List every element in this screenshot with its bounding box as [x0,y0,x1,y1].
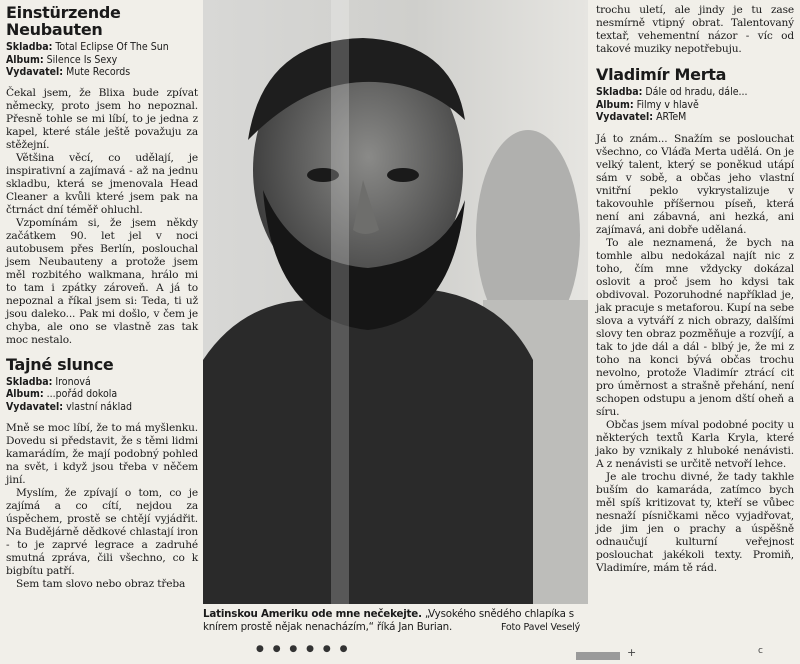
paragraph: Já to znám... Snažím se poslouchat všechno, co Vláďa Merta udělá. On je velký talent, který se poněkud utápí sám v sobě, a občas jeho vlastní vnitřní peklo vykrystalizuje v takovouhle příšernou píseň, která není ani zábavná, ani hezká, ani zajímavá, ani dobře udělaná. [596,132,794,236]
paragraph: Mně se moc líbí, že to má myšlenku. Dovedu si představit, že s těmi lidmi kamarádím, že mají podobný pohled na svět, i když jsou třeba v něčem jiní. [6,422,198,486]
paragraph: Je ale trochu divné, že tady takhle buším do kamaráda, zatímco bych měl spíš kritizovat ty, kteří se vůbec nesnaží písničkami něco vyjadřovat, jde jim jen o prachy a úspěšně odnaučují kulturní veřejnost poslouchat jakékoli texty. Promiň, Vladimíre, mám tě rád. [596,470,794,574]
paragraph: Sem tam slovo nebo obraz třeba [16,578,186,590]
continuation [596,4,794,56]
publisher-label: Vydavatel: [6,66,64,78]
song-value: Ironová [55,375,91,388]
publisher-value: vlastní náklad [66,400,132,413]
paragraph: Myslím, že zpívají o tom, co je zajímá a co cítí, nejdou za úspěchem, prostě se chtějí vyjádřit. Na Budějárně dědkové chlastají iron - to je zaprvé legrace a zadruhé smutná zpráva, čili všechno, co k bigbítu patří. [6,487,198,577]
album-label: Album: [6,53,44,66]
publisher-label: Vydavatel: [596,111,654,123]
caption-quote: „Vysokého snědého chlapíka s knírem prostě nějak nenacházím,“ říká Jan Burian. [203,608,574,633]
song-label: Skladba: [596,86,643,98]
review-title: Tajné slunce [6,354,114,374]
registration-plus: + [627,646,637,659]
corner-mark: c [758,646,763,656]
publisher-label: Vydavatel: [6,400,64,413]
album-label: Album: [6,388,44,400]
right-column [596,0,794,575]
photo-credit: Foto Pavel Veselý [500,622,580,633]
song-label: Skladba: [6,41,53,53]
paragraph: Vzpomínám si, že jsem někdy začátkem 90. let jel v noci autobusem přes Berlín, poslouchal jsem Neubauteny a protože jsem měl rozbitého walkmana, hrálo mi to tam i zpátky zároveň. A já to nepoznal a říkal jsem si: Teda, ti už jsou daleko... Pak mi došlo, v čem je chyba, ale ono se vlastně zas tak moc nestalo. [6,216,198,346]
song-value: Dále od hradu, dále... [645,86,748,98]
album-label: Album: [596,98,634,111]
review-tajne-slunce [6,356,198,592]
paragraph: trochu uletí, ale jindy je tu zase nesmírně vtipný obrat. Talentovaný textař, vehementní názor - víc od takové muziky nepotřebuju. [596,4,794,55]
album-value: Silence Is Sexy [46,53,118,66]
album-value: Filmy v hlavě [636,98,699,111]
left-column [6,0,198,591]
review-meta [6,41,198,79]
review-meta [596,86,794,124]
title-line-1: Einstürzende [6,3,121,22]
photo-caption [203,608,588,634]
album-value: ...pořád dokola [46,388,118,400]
paragraph: To ale neznamená, že bych na tomhle albu nedokázal najít nic z toho, čím mne vždycky dokázal oslovit a proč jsem ho kdysi tak obdivoval. Pozoruhodné například je, jak pracuje s metaforou. Kupí na sebe slova a vytváří z nich obrazy, dalšími slovy ten obraz pozměňuje a rozvíjí, a tak to jde dál a dál - blbý je, že mi z toho na konci bývá občas trochu nevolno, protože Vladimír ztrácí cit pro úměrnost a strašně přehání, není schopen odstupu a jenom dští oheň a síru. [596,236,794,418]
caption-bold: Latinskou Ameriku ode mne nečekejte. [203,608,422,620]
review-einsturzende [6,4,198,347]
review-title: Vladimír Merta [596,65,727,84]
review-merta [596,66,794,575]
portrait-illustration [203,0,588,604]
review-meta [6,376,198,414]
publisher-value: ARTeM [656,111,687,123]
song-label: Skladba: [6,375,53,388]
title-line-2: Neubauten [6,20,103,39]
page-dots: ● ● ● ● ● ● [256,644,351,654]
publisher-value: Mute Records [66,66,131,78]
song-value: Total Eclipse Of The Sun [55,41,169,53]
portrait-photo [203,0,588,604]
review-title [6,4,198,38]
paragraph: Většina věcí, co udělají, je inspirativní a zajímavá - až na jednu skladbu, která se jmenovala Head Cleaner a kvůli které jsem pak na čtrnáct dní téměř ohluchl. [6,151,198,216]
paragraph: Občas jsem míval podobné pocity u některých textů Karla Kryla, které jako by vznikaly z hluboké nenávisti. A z nenávisti se určitě netvoří lehce. [596,418,794,470]
review-body [6,87,198,347]
review-body [596,133,794,575]
review-body [6,422,198,591]
paragraph: Čekal jsem, že Blixa bude zpívat německy, proto jsem ho nepoznal. Přesně tohle se mi líbí, to je jedna z kapel, které stále ještě považuju za stěžejní. [6,86,198,151]
scan-bar [576,652,620,660]
